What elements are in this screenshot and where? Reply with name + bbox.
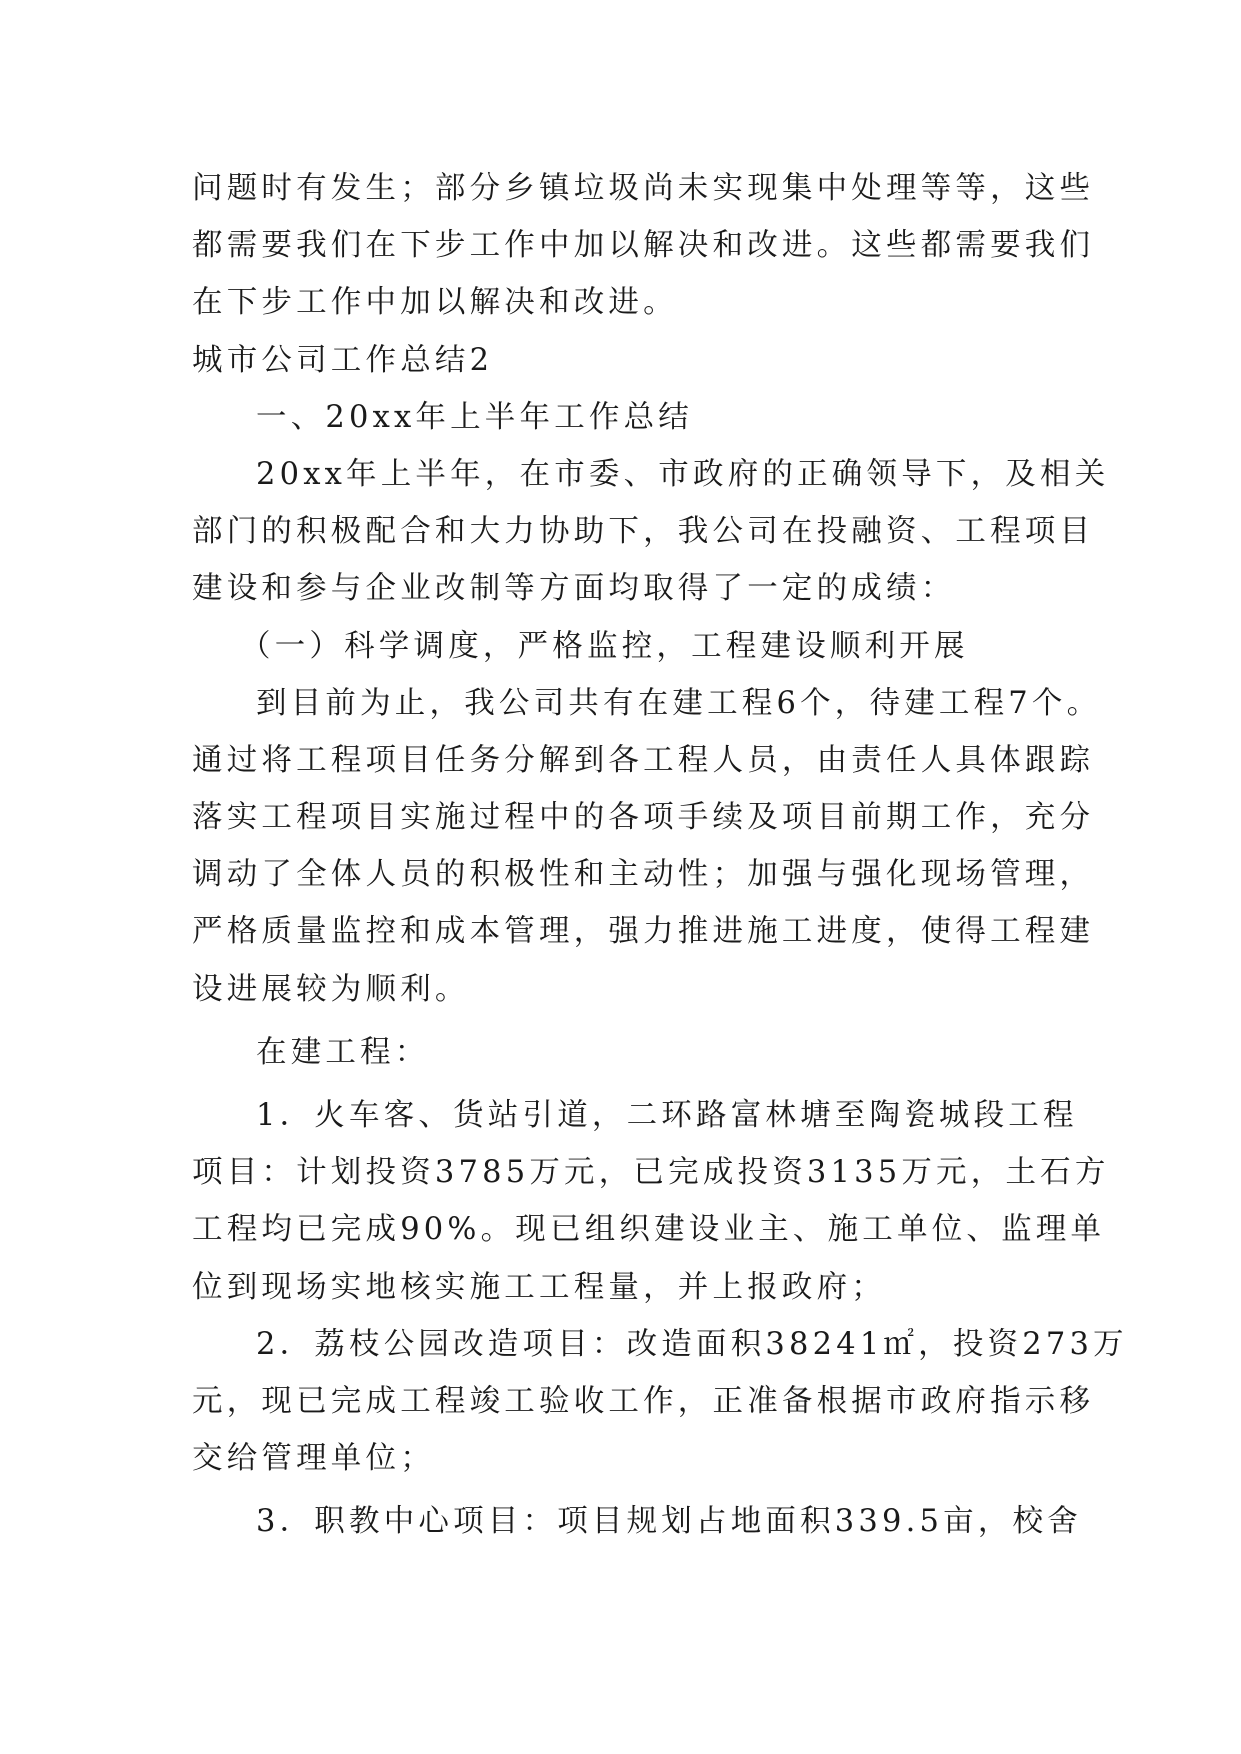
text-line: 20xx年上半年，在市委、市政府的正确领导下，及相关: [256, 456, 1110, 492]
text-line: 调动了全体人员的积极性和主动性；加强与强化现场管理，: [192, 857, 1095, 893]
subsection-heading: （一）科学调度，严格监控，工程建设顺利开展: [240, 628, 969, 664]
text-line: 设进展较为顺利。: [192, 971, 470, 1007]
text-line: 项目：计划投资3785万元，已完成投资3135万元，土石方: [192, 1155, 1110, 1191]
text-line: 建设和参与企业改制等方面均取得了一定的成绩：: [192, 571, 956, 607]
text-line: 在建工程：: [256, 1034, 430, 1070]
list-item: 2．荔枝公园改造项目：改造面积38241㎡，投资273万: [256, 1326, 1128, 1362]
text-line: 严格质量监控和成本管理，强力推进施工进度，使得工程建: [192, 914, 1095, 950]
text-line: 在下步工作中加以解决和改进。: [192, 285, 678, 321]
text-line: 位到现场实地核实施工工程量，并上报政府；: [192, 1269, 886, 1305]
subsection-heading: 一、20xx年上半年工作总结: [256, 399, 694, 435]
section-title: 城市公司工作总结2: [192, 342, 494, 378]
text-line: 交给管理单位；: [192, 1441, 435, 1477]
text-line: 元，现已完成工程竣工验收工作，正准备根据市政府指示移: [192, 1383, 1095, 1419]
text-line: 工程均已完成90%。现已组织建设业主、施工单位、监理单: [192, 1212, 1106, 1248]
text-line: 部门的积极配合和大力协助下，我公司在投融资、工程项目: [192, 514, 1095, 550]
document-body: [192, 160, 1128, 1551]
text-line: 通过将工程项目任务分解到各工程人员，由责任人具体跟踪: [192, 742, 1095, 778]
text-line: 都需要我们在下步工作中加以解决和改进。这些都需要我们: [192, 228, 1095, 264]
list-item: 3．职教中心项目：项目规划占地面积339.5亩，校舍: [256, 1504, 1082, 1540]
text-line: 落实工程项目实施过程中的各项手续及项目前期工作，充分: [192, 800, 1095, 836]
text-line: 问题时有发生；部分乡镇垃圾尚未实现集中处理等等，这些: [192, 171, 1095, 206]
list-item: 1．火车客、货站引道，二环路富林塘至陶瓷城段工程: [256, 1098, 1078, 1133]
text-line: 到目前为止，我公司共有在建工程6个，待建工程7个。: [256, 685, 1102, 721]
